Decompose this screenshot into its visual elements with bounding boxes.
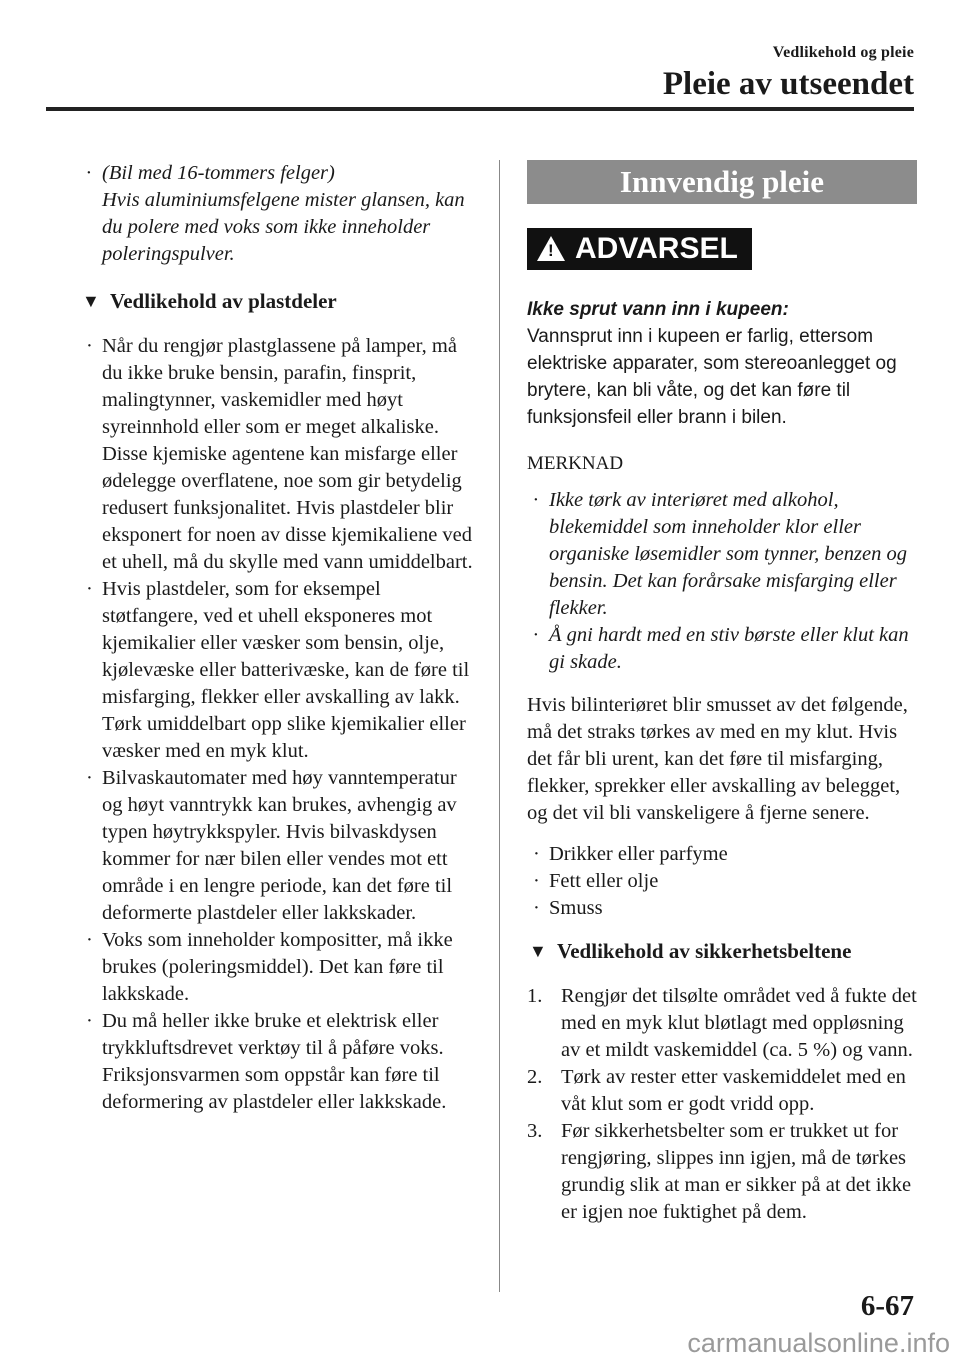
list-item-text: Hvis plastdeler, som for eksempel støtfangere, ved et uhell eksponeres mot kjemikalier eller væsker som bensin, olje, kjølevæske eller batterivæske, kan de føre til misfarging, flekker eller avskalling av lakk. Tørk umiddelbart opp slike kjemikalier eller væsker med en myk klut. [102, 578, 470, 762]
list-item [80, 333, 475, 576]
bullet-dot: · [86, 767, 93, 789]
page-header [663, 44, 914, 103]
section-heading-plastic [80, 288, 475, 315]
bullet-dot: · [533, 489, 539, 511]
section-heading-plastic-text: Vedlikehold av plastdeler [110, 289, 337, 313]
section-heading-belts-text: Vedlikehold av sikkerhetsbeltene [557, 939, 852, 963]
page-number: 6-67 [860, 1290, 914, 1322]
bullet-dot: · [533, 843, 540, 865]
step-item [527, 983, 917, 1064]
header-chapter: Vedlikehold og pleie [772, 44, 914, 61]
bullet-dot: · [533, 624, 539, 646]
left-column [80, 160, 475, 1116]
step-item [527, 1064, 917, 1118]
wheel-bullet-text: Hvis aluminiumsfelgene mister glansen, kan du polere med voks som ikke inneholder poleringspulver. [102, 189, 465, 265]
warning-badge [527, 228, 752, 270]
note-item-text: Å gni hardt med en stiv børste eller klut kan gi skade. [549, 624, 909, 673]
bullet-dot: · [86, 1010, 93, 1032]
step-number: 2. [527, 1066, 543, 1088]
bullet-dot: · [86, 929, 93, 951]
warning-badge-row [527, 228, 917, 270]
note-item [527, 487, 917, 622]
watermark: carmanualsonline.info [687, 1328, 950, 1358]
step-text: Tørk av rester etter vaskemiddelet med en våt klut som er godt vridd opp. [561, 1066, 906, 1115]
right-column [527, 160, 917, 1226]
header-rule [46, 107, 914, 111]
warning-body [527, 296, 917, 431]
list-item [527, 895, 917, 922]
list-item-text: Du må heller ikke bruke et elektrisk eller trykkluftsdrevet verktøy til å påføre voks. Friksjonsvarmen som oppstår kan føre til deformering av plastdeler eller lakkskade. [102, 1010, 447, 1113]
triangle-down-icon: ▼ [82, 291, 100, 311]
bullet-dot: · [86, 578, 93, 600]
header-title: Pleie av utseendet [662, 66, 914, 102]
list-item [80, 765, 475, 927]
bullet-dot: · [86, 162, 92, 184]
intro-paragraph: Hvis bilinteriøret blir smusset av det følgende, må det straks tørkes av med en my klut. Hvis det får bli urent, kan det føre til misfarging, flekker, sprekker eller avskalling av belegget, og det vil bli vanskeligere å fjerne senere. [527, 694, 908, 824]
note-item [527, 622, 917, 676]
column-divider [499, 160, 500, 1292]
list-item [80, 576, 475, 765]
bullet-dot: · [533, 870, 540, 892]
list-item-text: Fett eller olje [549, 870, 659, 892]
list-item-text: Når du rengjør plastglassene på lamper, må du ikke bruke bensin, parafin, finsprit, malingtynner, vaskemidler med høyt syreinnhold eller som er meget alkaliske. Disse kjemiske agentene kan misfarge eller ødelegge overflatene, noe som gir betydelig redusert funksjonalitet. Hvis plastdeler blir eksponert for noen av disse kjemikaliene ved et uhell, må du skylle med vann umiddelbart. [102, 335, 473, 573]
warning-label: ADVARSEL [575, 232, 738, 265]
wheel-bullet [80, 160, 475, 268]
soil-list [527, 841, 917, 922]
bullet-dot: · [533, 897, 540, 919]
wheel-bullet-title: (Bil med 16-tommers felger) [102, 162, 335, 184]
triangle-down-icon: ▼ [529, 941, 547, 961]
warning-text: Vannsprut inn i kupeen er farlig, ettersom elektriske apparater, som stereoanlegget og brytere, kan bli våte, og det kan føre til funksjonsfeil eller brann i bilen. [527, 326, 897, 428]
step-item [527, 1118, 917, 1226]
step-number: 1. [527, 985, 543, 1007]
bullet-dot: · [86, 335, 93, 357]
step-number: 3. [527, 1120, 543, 1142]
list-item [80, 1008, 475, 1116]
list-item [527, 841, 917, 868]
warning-heading: Ikke sprut vann inn i kupeen: [527, 299, 789, 320]
list-item-text: Drikker eller parfyme [549, 843, 728, 865]
note-item-text: Ikke tørk av interiøret med alkohol, blekemiddel som inneholder klor eller organiske løsemidler som tynner, benzen og bensin. Det kan forårsake misfarging eller flekker. [549, 489, 907, 619]
step-text: Rengjør det tilsølte området ved å fukte det med en myk klut bløtlagt med oppløsning av et mildt vaskemiddel (ca. 5 %) og vann. [561, 985, 917, 1061]
list-item-text: Voks som inneholder kompositter, må ikke brukes (poleringsmiddel). Det kan føre til lakkskade. [102, 929, 453, 1005]
section-title-interior: Innvendig pleie [527, 160, 917, 204]
list-item-text: Smuss [549, 897, 603, 919]
note-label: MERKNAD [527, 453, 624, 474]
warning-triangle-icon: ! [537, 236, 565, 261]
list-item [80, 927, 475, 1008]
list-item [527, 868, 917, 895]
step-text: Før sikkerhetsbelter som er trukket ut for rengjøring, slippes inn igjen, må de tørkes grundig slik at man er sikker på at det ikke er igjen noe fuktighet på dem. [561, 1120, 912, 1223]
list-item-text: Bilvaskautomater med høy vanntemperatur og høyt vanntrykk kan brukes, avhengig av typen høytrykkspyler. Hvis bilvaskdysen kommer for nær bilen eller vendes mot ett område i en lengre periode, kan det føre til deformerte plastdeler eller lakkskader. [102, 767, 457, 924]
section-heading-belts [527, 938, 917, 965]
